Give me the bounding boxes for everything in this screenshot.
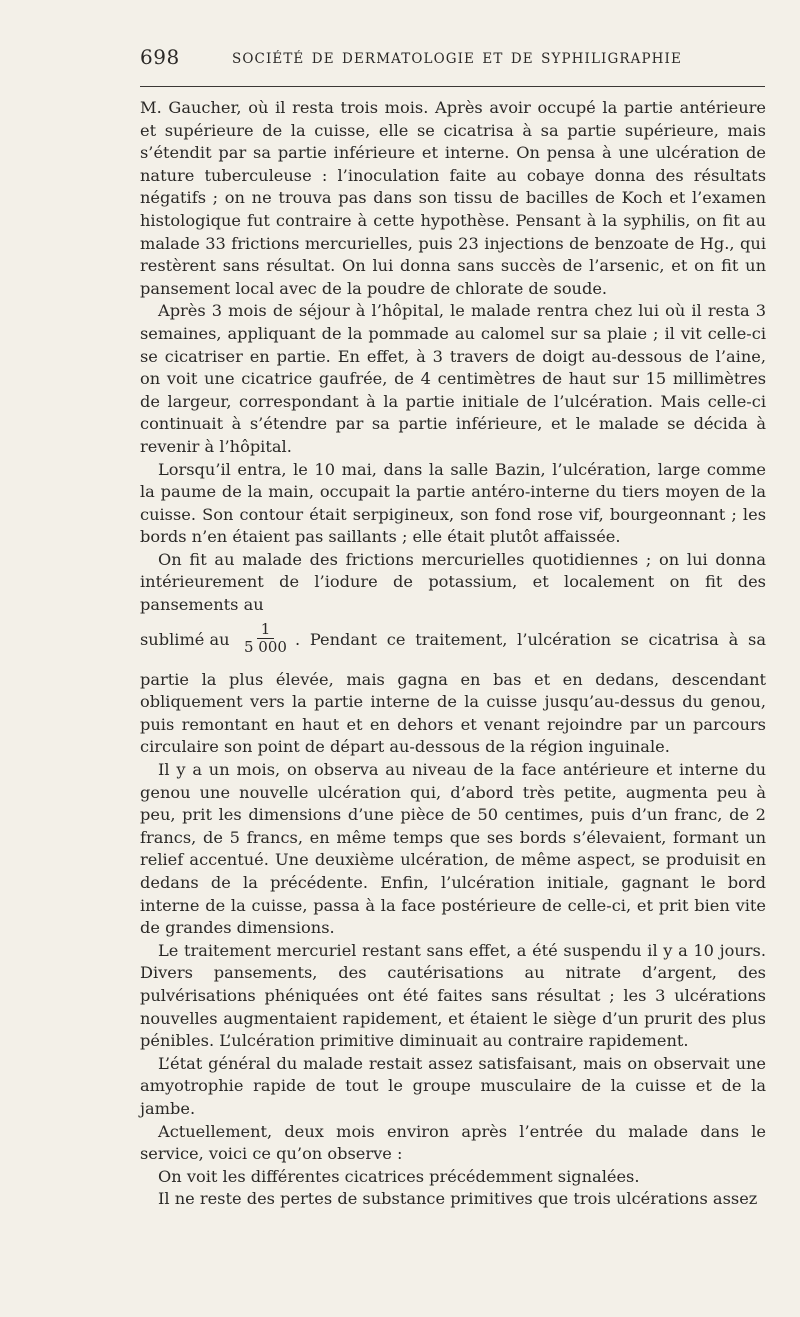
page-header — [140, 45, 765, 75]
fraction-lead-text: sublimé au — [140, 630, 230, 650]
header-rule — [140, 86, 765, 87]
paragraph-4-end: partie la plus élevée, mais gagna en bas et en dedans, descendant obliquement vers la partie interne de la cuisse jusqu’au-dessus du genou, puis remontant en haut et en dehors et venant rejoindre par un parcours circulaire son point de départ au-dessous de la région inguinale. — [140, 669, 766, 757]
paragraph-3: Lorsqu’il entra, le 10 mai, dans la salle Bazin, l’ulcération, large comme la paume de la main, occupait la partie antéro-interne du tiers moyen de la cuisse. Son contour était serpigineux, son fond rose vif, bourgeonnant ; les bords n’en étaient pas saillants ; elle était plutôt affaissée. — [140, 459, 766, 547]
running-title: SOCIÉTÉ DE DERMATOLOGIE ET DE SYPHILIGRAPHIE — [232, 51, 682, 67]
paragraph-7: L’état général du malade restait assez satisfaisant, mais on observait une amyotrophie rapide de tout le groupe musculaire de la cuisse et de la jambe. — [140, 1053, 766, 1118]
paragraph-4-start: On fit au malade des frictions mercurielles quotidiennes ; on lui donna intérieurement de l’iodure de potassium, et localement on fit des pansements au — [140, 549, 766, 615]
paragraph-2: Après 3 mois de séjour à l’hôpital, le malade rentra chez lui où il resta 3 semaines, appliquant de la pommade au calomel sur sa plaie ; il vit celle-ci se cicatriser en partie. En effet, à 3 travers de doigt au-dessous de l’aine, on voit une cicatrice gaufrée, de 4 centimètres de haut sur 15 millimètres de largeur, correspondant à la partie initiale de l’ulcération. Mais celle-ci continuait à s’étendre par sa partie inférieure, et le malade se décida à revenir à l’hôpital. — [140, 301, 766, 456]
fraction-numerator: 1 — [257, 621, 275, 639]
body-text — [140, 97, 766, 1211]
paragraph-10: Il ne reste des pertes de substance primitives que trois ulcérations assez — [158, 1189, 758, 1209]
fraction — [240, 621, 291, 656]
page-number: 698 — [140, 45, 180, 69]
paragraph-5: Il y a un mois, on observa au niveau de la face antérieure et interne du genou une nouvelle ulcération qui, d’abord très petite, augmenta peu à peu, prit les dimensions d’une pièce de 50 centimes, puis d’un franc, de 2 francs, de 5 francs, en même temps que ses bords s’élevaient, formant un relief accentué. Une deuxième ulcération, de même aspect, se produisit en dedans de la précédente. Enfin, l’ulcération initiale, gagnant le bord interne de la cuisse, passa à la face postérieure de celle-ci, et prit bien vite de grandes dimensions. — [140, 760, 766, 938]
paragraph-6: Le traitement mercuriel restant sans effet, a été suspendu il y a 10 jours. Divers pansements, des cautérisations au nitrate d’argent, des pulvérisations phéniquées ont été faites sans résultat ; les 3 ulcérations nouvelles augmentaient rapidement, et étaient le siège d’un prurit des plus pénibles. L’ulcération primitive diminuait au contraire rapidement. — [140, 940, 766, 1051]
paragraph-1: M. Gaucher, où il resta trois mois. Après avoir occupé la partie antérieure et supérieure de la cuisse, elle se cicatrisa à sa partie supérieure, mais s’étendit par sa partie inférieure et interne. On pensa à une ulcération de nature tuberculeuse : l’inoculation faite au cobaye donna des résultats négatifs ; on ne trouva pas dans son tissu de bacilles de Koch et l’examen histologique fut contraire à cette hypothèse. Pensant à la syphilis, on fit au malade 33 frictions mercurielles, puis 23 injections de benzoate de Hg., qui restèrent sans résultat. On lui donna sans succès de l’arsenic, et on fit un pansement local avec de la poudre de chlorate de soude. — [140, 98, 766, 298]
fraction-tail-text: . Pendant ce traitement, l’ulcération se cicatrisa à sa — [294, 630, 766, 650]
paragraph-9: On voit les différentes cicatrices précédemment signalées. — [158, 1166, 640, 1186]
paragraph-8: Actuellement, deux mois environ après l’entrée du malade dans le service, voici ce qu’on observe : — [140, 1121, 766, 1164]
fraction-line — [140, 621, 766, 661]
fraction-denominator: 5 000 — [244, 638, 287, 657]
